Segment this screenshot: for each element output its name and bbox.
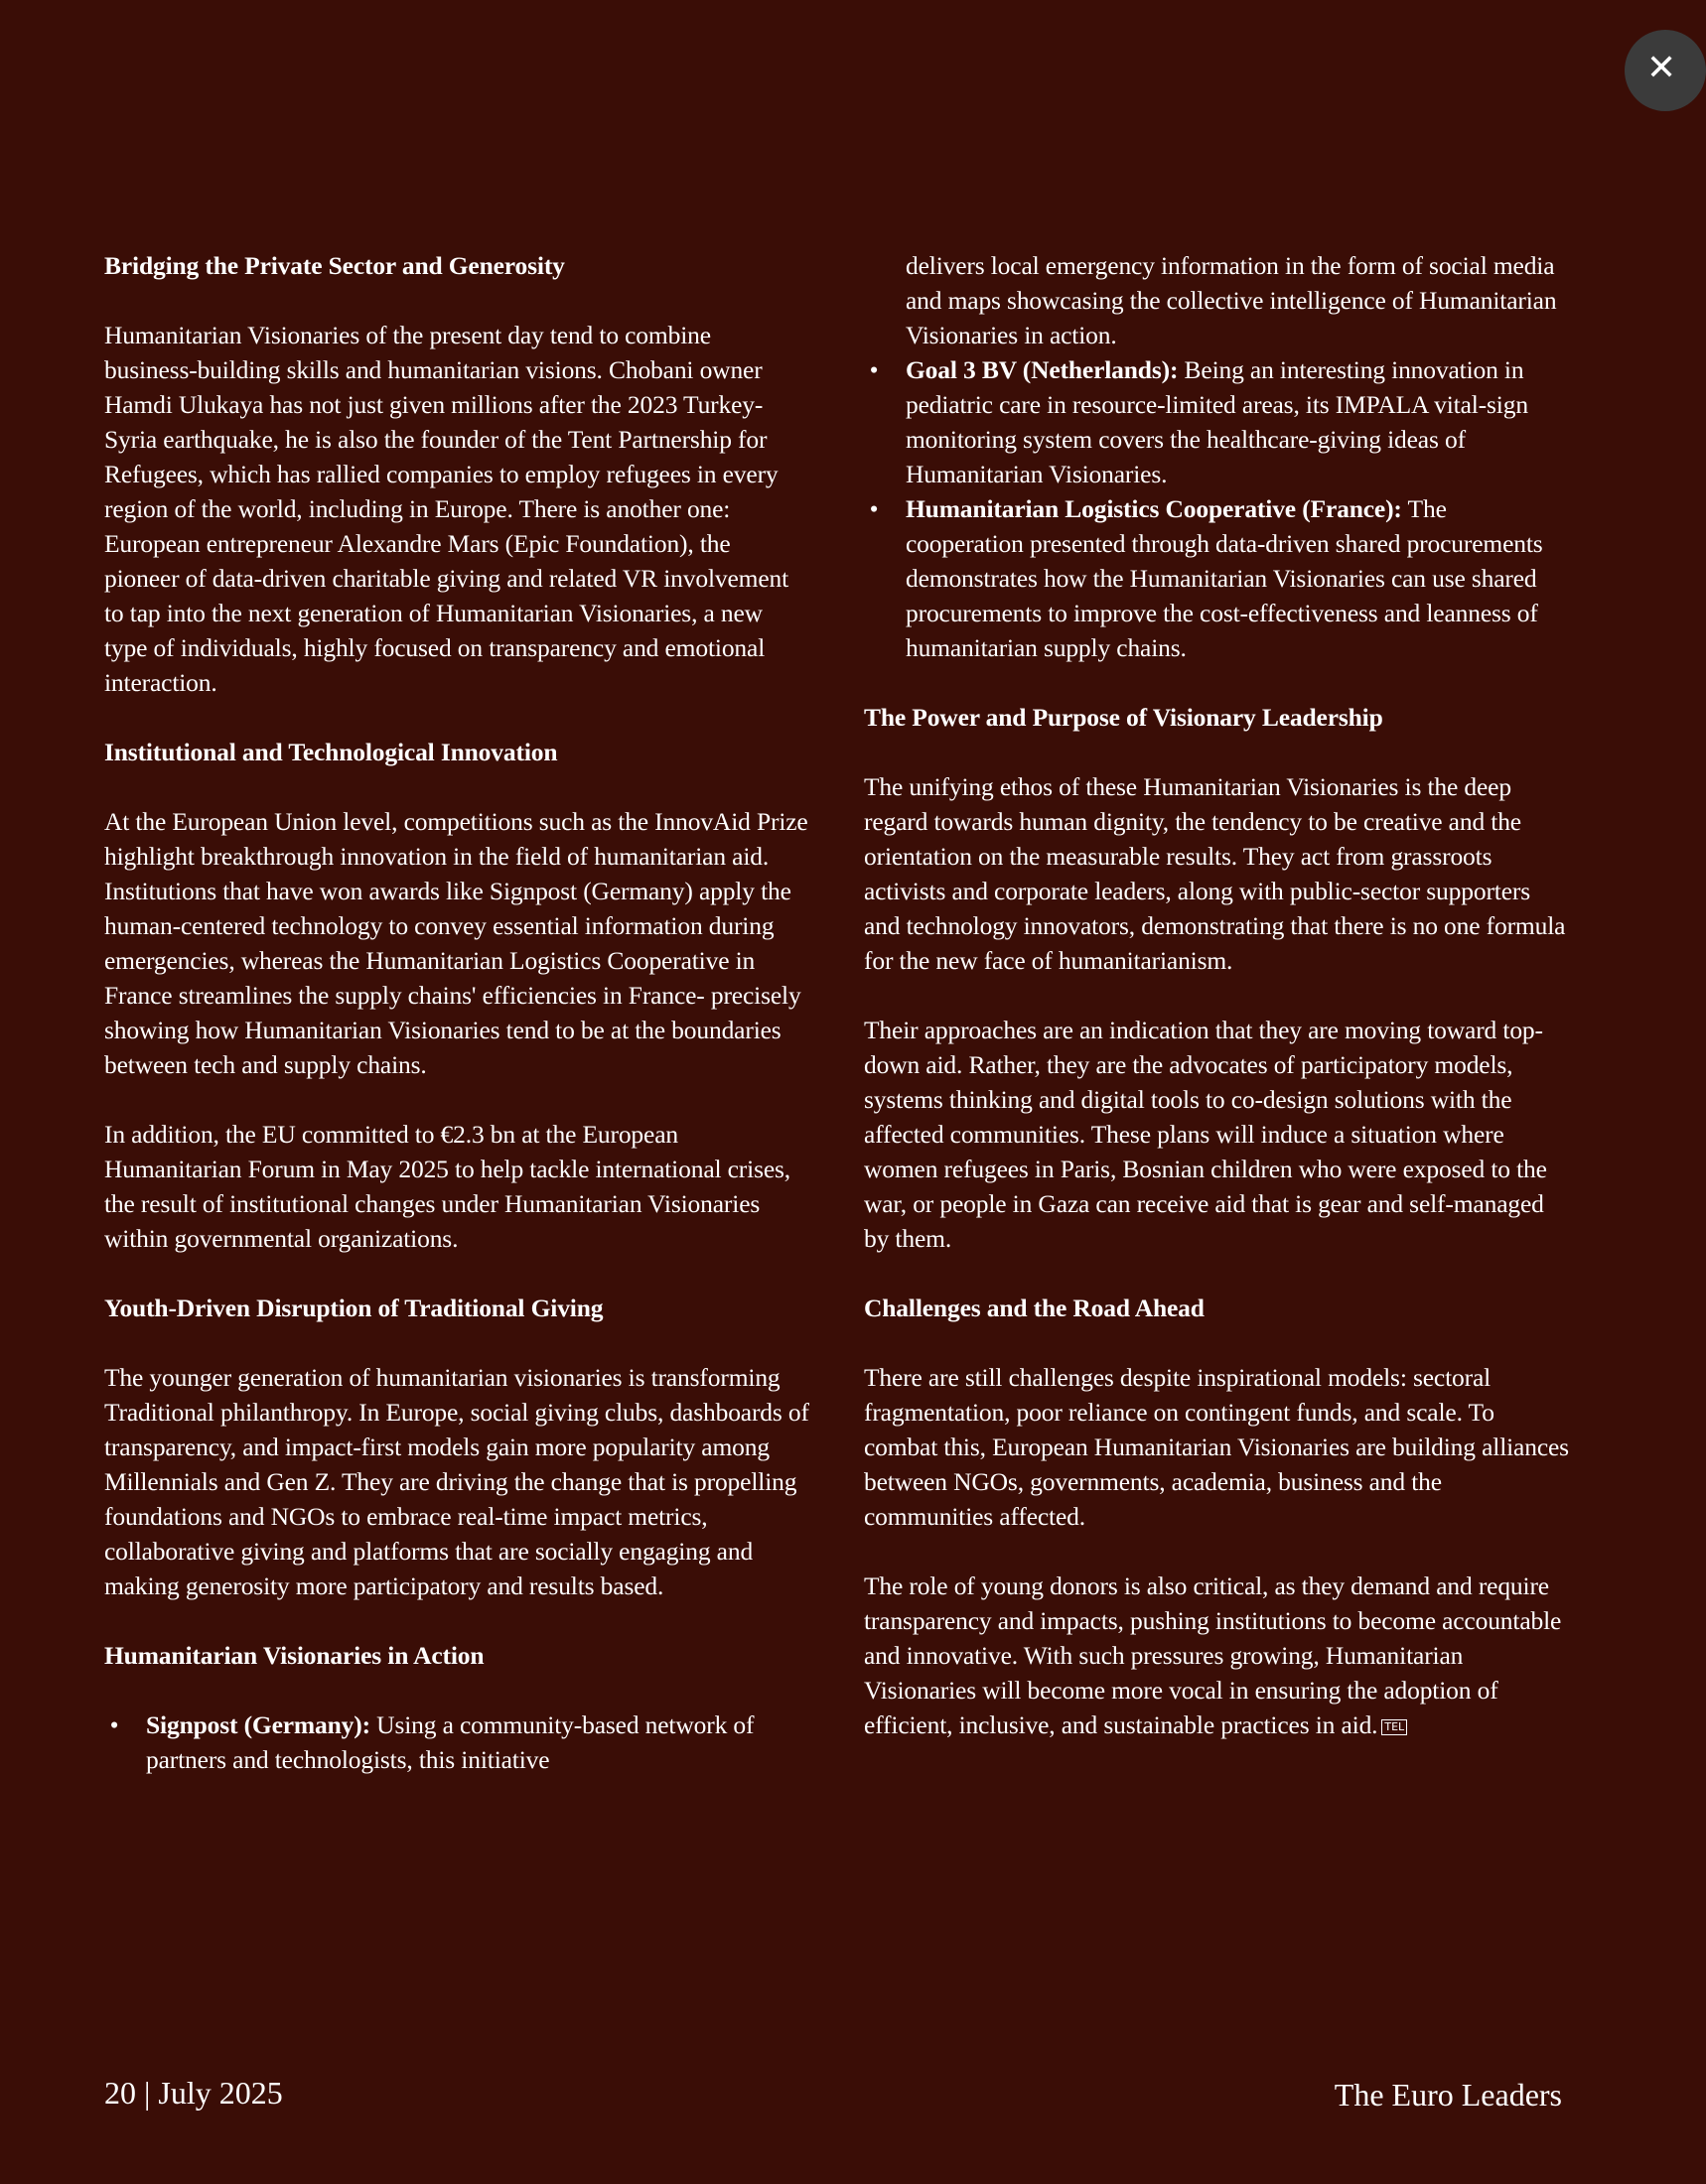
section-heading-bridging: Bridging the Private Sector and Generosity: [104, 251, 565, 280]
left-column: [104, 248, 809, 1777]
bullet-dot: •: [109, 1710, 119, 1739]
paragraph-bridging: Humanitarian Visionaries of the present day tend to combine business-building skills and humanitarian visions. Chobani owner Hamdi Ulukaya has not just given millions after the 2023 Turkey-Syria earthquake, he is also the founder of the Tent Partnership for Refugees, which has rallied companies to employ refugees in every region of the world, including in Europe. There is another one: European entrepreneur Alexandre Mars (Epic Foundation), the pioneer of data-driven charitable giving and related VR involvement to tap into the next generation of Humanitarian Visionaries, a new type of individuals, highly focused on transparency and emotional interaction.: [104, 321, 789, 697]
close-button[interactable]: [1625, 30, 1706, 111]
bullet-list-continued: [864, 352, 1569, 665]
section-heading-youth: Youth-Driven Disruption of Traditional Giving: [104, 1294, 604, 1322]
bullet-dot: •: [869, 494, 879, 523]
right-column: [864, 248, 1569, 1777]
bullet-label: Goal 3 BV (Netherlands):: [906, 355, 1179, 384]
section-heading-institutional: Institutional and Technological Innovation: [104, 738, 558, 766]
bullet-list: [104, 1707, 809, 1777]
bullet-text: Using a community-based network of partners and technologists, this initiative: [146, 1710, 755, 1774]
paragraph-youth: The younger generation of humanitarian visionaries is transforming Traditional philanthropy. In Europe, social giving clubs, dashboards of transparency, and impact-first models gain more popularity among Millennials and Gen Z. They are driving the change that is propelling foundations and NGOs to embrace real-time impact metrics, collaborative giving and platforms that are socially engaging and making generosity more participatory and results based.: [104, 1363, 809, 1600]
list-item-goal3: [864, 352, 1569, 491]
bullet-dot: •: [869, 355, 879, 384]
section-heading-power-purpose: The Power and Purpose of Visionary Leadership: [864, 703, 1383, 732]
bullet-text: Being an interesting innovation in pediatric care in resource-limited areas, its IMPALA vital-sign monitoring system covers the healthcare-giving ideas of Humanitarian Visionaries.: [906, 355, 1528, 488]
list-item-logistics-cooperative: [864, 491, 1569, 665]
page-number-date: 20 | July 2025: [104, 2075, 283, 2111]
paragraph-young-donors-text: The role of young donors is also critical, as they demand and require transparency and impacts, pushing institutions to become accountable and innovative. With such pressures growing, Humanitarian Visionaries will become more vocal in ensuring the adoption of efficient, inclusive, and sustainable practices in aid.: [864, 1571, 1562, 1739]
close-icon: ✕: [1646, 48, 1677, 88]
bullet-label: Humanitarian Logistics Cooperative (France):: [906, 494, 1402, 523]
section-heading-in-action: Humanitarian Visionaries in Action: [104, 1641, 485, 1670]
list-item-signpost-continued: delivers local emergency information in the form of social media and maps showcasing the collective intelligence of Humanitarian Visionaries in action.: [906, 251, 1557, 349]
paragraph-unifying-ethos: The unifying ethos of these Humanitarian Visionaries is the deep regard towards human dignity, the tendency to be creative and the orientation on the measurable results. They act from grassroots activists and corporate leaders, along with public-sector supporters and technology innovators, demonstrating that there is no one formula for the new face of humanitarianism.: [864, 772, 1566, 975]
bullet-text: The cooperation presented through data-driven shared procurements demonstrates how the Humanitarian Visionaries can use shared procurements to improve the cost-effectiveness and leanness of humanitarian supply chains.: [906, 494, 1543, 662]
paragraph-young-donors: [864, 1569, 1569, 1742]
publication-name: The Euro Leaders: [1334, 2077, 1562, 2113]
paragraph-challenges: There are still challenges despite inspirational models: sectoral fragmentation, poor reliance on contingent funds, and scale. To combat this, European Humanitarian Visionaries are building alliances between NGOs, governments, academia, business and the communities affected.: [864, 1363, 1569, 1531]
paragraph-institutional: At the European Union level, competitions such as the InnovAid Prize highlight breakthrough innovation in the field of humanitarian aid. Institutions that have won awards like Signpost (Germany) apply the human-centered technology to convey essential information during emergencies, whereas the Humanitarian Logistics Cooperative in France streamlines the supply chains' efficiencies in France- precisely showing how Humanitarian Visionaries tend to be at the boundaries between tech and supply chains.: [104, 807, 808, 1079]
end-of-article-icon: TEL: [1381, 1719, 1407, 1735]
paragraph-approaches: Their approaches are an indication that they are moving toward top-down aid. Rather, they are the advocates of participatory models, systems thinking and digital tools to co-design solutions with the affected communities. These plans will induce a situation where women refugees in Paris, Bosnian children who were exposed to the war, or people in Gaza can receive aid that is gear and self-managed by them.: [864, 1016, 1547, 1253]
paragraph-eu-commitment: In addition, the EU committed to €2.3 bn at the European Humanitarian Forum in May 2025 to help tackle international crises, the result of institutional changes under Humanitarian Visionaries within governmental organizations.: [104, 1120, 791, 1253]
bullet-label: Signpost (Germany):: [146, 1710, 370, 1739]
section-heading-challenges: Challenges and the Road Ahead: [864, 1294, 1205, 1322]
list-item-signpost: [104, 1707, 809, 1777]
